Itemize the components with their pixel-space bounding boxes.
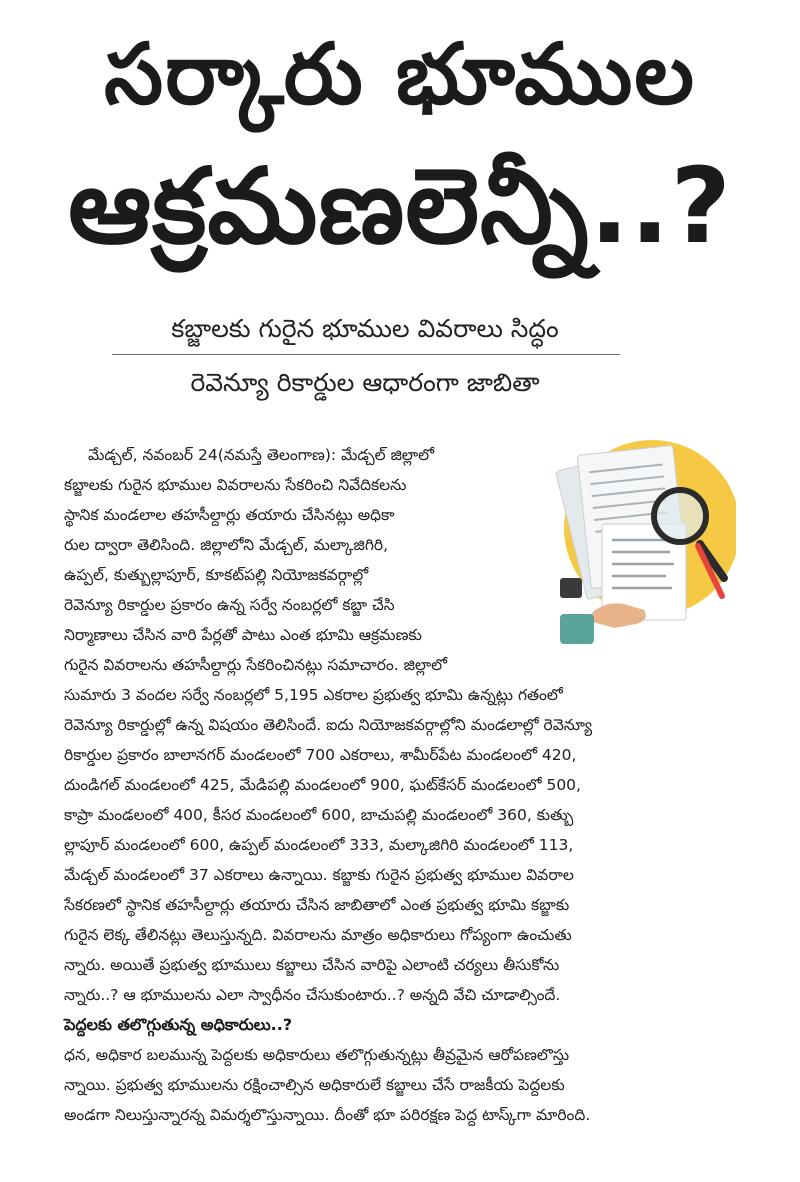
body-line: దుండిగల్ మండలంలో 425, మేడిపల్లి మండలంలో 900, ఘట్‌కేసర్ మండలంలో 500, (64, 776, 581, 794)
body-line: రికార్డుల ప్రకారం బాలానగర్ మండలంలో 700 ఎకరాలు, శామీర్‌పేట మండలంలో 420, (64, 746, 577, 764)
body-line: మేడ్చల్, నవంబర్ 24(నమస్తే తెలంగాణ): మేడ్చల్ జిల్లాలో (88, 446, 435, 464)
body-line: అండగా నిలుస్తున్నారన్న విమర్శలొస్తున్నాయి. దీంతో భూ పరిరక్షణ పెద్ద టాస్క్‌గా మారింది. (64, 1106, 591, 1124)
body-line: గురైన వివరాలను తహసీల్దార్లు సేకరించినట్లు సమాచారం. జిల్లాలో (64, 656, 448, 674)
body-line: న్నారు..? ఆ భూములను ఎలా స్వాధీనం చేసుకుంటారు..? అన్నది వేచి చూడాల్సిందే. (64, 986, 561, 1004)
body-line: ధన, అధికార బలమున్న పెద్దలకు అధికారులు తలొగ్గుతున్నట్లు తీవ్రమైన ఆరోపణలొస్తు (64, 1046, 570, 1064)
body-line: కాప్రా మండలంలో 400, కీసర మండలంలో 600, బాచుపల్లి మండలంలో 360, కుత్బు (64, 806, 574, 824)
deck-line-2: రెవెన్యూ రికార్డుల ఆధారంగా జాబితా (190, 368, 540, 397)
body-line: న్నారు. అయితే ప్రభుత్వ భూములు కబ్జాలు చేసిన వారిపై ఎలాంటి చర్యలు తీసుకోను (64, 956, 560, 974)
body-line: నిర్మాణాలు చేసిన వారి పేర్లతో పాటు ఎంత భూమి ఆక్రమణకు (64, 626, 422, 644)
body-line: న్నాయి. ప్రభుత్వ భూములను రక్షించాల్సిన అధికారులే కబ్జాలు చేసే రాజకీయ పెద్దలకు (64, 1076, 565, 1094)
body-line: రుల ద్వారా తెలిసింది. జిల్లాలోని మేడ్చల్, మల్కాజిగిరి, (64, 536, 388, 554)
headline-line-2: ఆక్రమణలెన్నీ..? (68, 145, 732, 267)
deck-line-1: కబ్జాలకు గురైన భూముల వివరాలు సిద్ధం (171, 314, 559, 343)
body-line: సేకరణలో స్థానిక తహసీల్దార్లు తయారు చేసిన జాబితాలో ఎంత ప్రభుత్వ భూమి కబ్జాకు (64, 896, 570, 914)
body-line: గురైన లెక్క తేలినట్లు తెలుస్తున్నది. వివరాలను మాత్రం అధికారులు గోప్యంగా ఉంచుతు (64, 926, 572, 944)
body-line: ఉప్పల్, కుత్బుల్లాపూర్, కూకట్‌పల్లి నియోజకవర్గాల్లో (64, 566, 369, 584)
body-line: మేడ్చల్ మండలంలో 37 ఎకరాలు ఉన్నాయి. కబ్జాకు గురైన ప్రభుత్వ భూముల వివరాల (64, 866, 574, 884)
body-line: సుమారు 3 వందల సర్వే నంబర్లలో 5,195 ఎకరాల ప్రభుత్వ భూమి ఉన్నట్లు గతంలో (64, 686, 563, 704)
body-line: కబ్జాలకు గురైన భూముల వివరాలను సేకరించి నివేదికలను (64, 476, 407, 494)
deck-divider (112, 354, 620, 355)
full-width-paragraph (64, 680, 736, 1010)
body-line: రెవెన్యూ రికార్డుల ప్రకారం ఉన్న సర్వే నంబర్లలో కబ్జా చేసి (64, 596, 395, 614)
body-line: రెవెన్యూ రికార్డుల్లో ఉన్న విషయం తెలిసిందే. ఐదు నియోజకవర్గాల్లోని మండలాల్లో రెవెన్యూ (64, 716, 593, 734)
closing-paragraph (64, 1040, 736, 1130)
section-subheading: పెద్దలకు తలొగ్గుతున్న అధికారులు..? (64, 1015, 293, 1034)
body-line: ల్లాపూర్ మండలంలో 600, ఉప్పల్ మండలంలో 333, మల్కాజిగిరి మండలంలో 113, (64, 836, 574, 854)
body-line: స్థానిక మండలాల తహసీల్దార్లు తయారు చేసినట్లు అధికా (64, 506, 395, 524)
article-body (64, 440, 736, 1130)
headline-line-1: సర్కారు భూముల (104, 25, 696, 123)
wrapped-paragraph (64, 440, 736, 680)
